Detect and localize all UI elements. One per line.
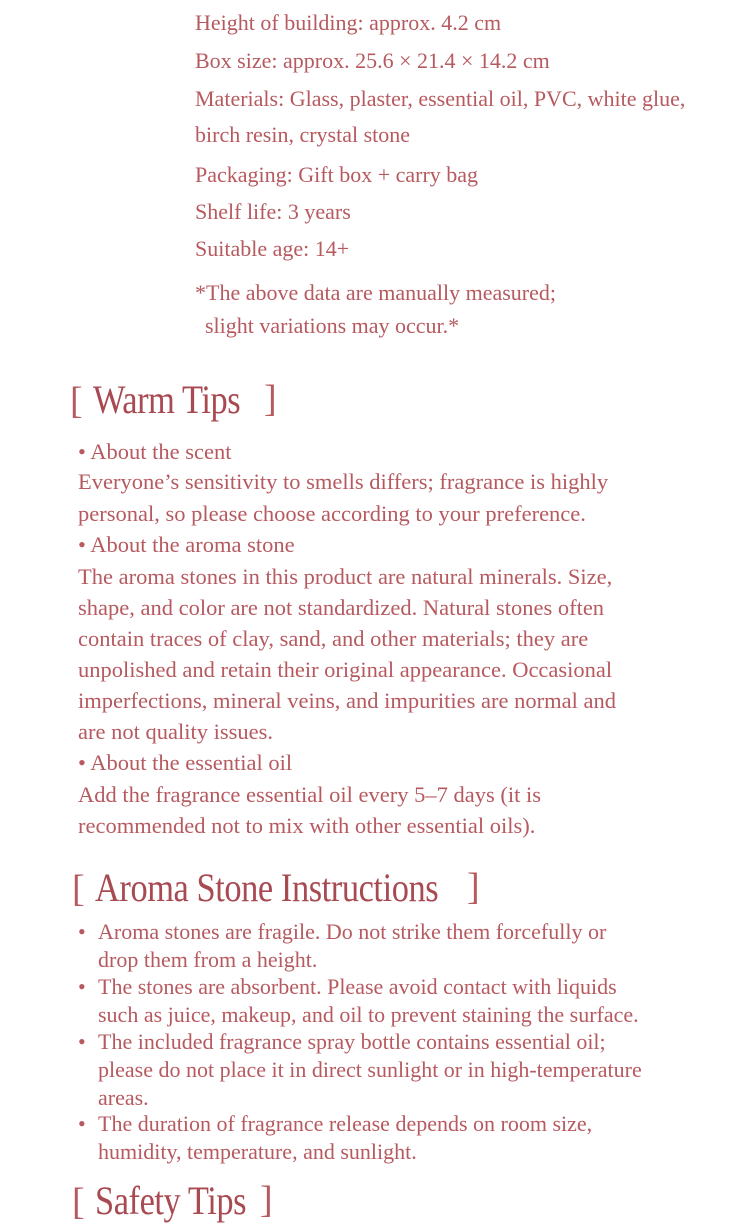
heading-bracket-close: ]	[467, 866, 480, 908]
heading-title: Aroma Stone Instructions	[94, 865, 438, 910]
instruction-line: please do not place it in direct sunlight or in high-temperature	[98, 1057, 642, 1082]
warm-tips-line: contain traces of clay, sand, and other materials; they are	[78, 626, 589, 651]
heading-bracket-open: [	[72, 868, 85, 910]
safety-tips-heading	[72, 1178, 273, 1223]
spec-materials-line1: Materials: Glass, plaster, essential oil, PVC, white glue,	[195, 86, 686, 111]
spec-materials-line2: birch resin, crystal stone	[195, 122, 411, 147]
heading-title: Safety Tips	[94, 1178, 246, 1223]
warm-tips-line: shape, and color are not standardized. Natural stones often	[78, 595, 605, 620]
spec-packaging: Packaging: Gift box + carry bag	[195, 162, 479, 187]
spec-height: Height of building: approx. 4.2 cm	[195, 10, 502, 35]
aroma-instructions-heading	[72, 865, 494, 910]
warm-tips-line: are not quality issues.	[78, 719, 273, 744]
warm-tips-line: unpolished and retain their original appearance. Occasional	[78, 657, 613, 682]
heading-bracket-close: ]	[264, 378, 277, 420]
instruction-line: such as juice, makeup, and oil to prevent staining the surface.	[98, 1002, 639, 1027]
warm-tips-line: The aroma stones in this product are natural minerals. Size,	[78, 564, 613, 589]
spec-suitable-age: Suitable age: 14+	[195, 236, 350, 261]
heading-title: Warm Tips	[92, 377, 240, 422]
bullet: •	[78, 974, 86, 999]
instruction-line: The stones are absorbent. Please avoid contact with liquids	[98, 974, 617, 999]
warm-tips-heading	[70, 377, 277, 422]
instruction-line: humidity, temperature, and sunlight.	[98, 1139, 417, 1164]
instruction-line: areas.	[98, 1085, 149, 1110]
warm-tips-line: Add the fragrance essential oil every 5–7 days (it is	[78, 782, 541, 807]
warm-tips-line: recommended not to mix with other essential oils).	[78, 813, 536, 838]
spec-shelf-life: Shelf life: 3 years	[195, 199, 351, 224]
warm-tips-line: personal, so please choose according to your preference.	[78, 501, 586, 526]
warm-tips-line: Everyone’s sensitivity to smells differs; fragrance is highly	[78, 469, 609, 494]
spec-note-line2: slight variations may occur.*	[205, 313, 460, 338]
heading-bracket-close: ]	[260, 1179, 273, 1221]
spec-note-line1: *The above data are manually measured;	[195, 280, 557, 305]
instruction-line: drop them from a height.	[98, 947, 318, 972]
instruction-line: The included fragrance spray bottle contains essential oil;	[98, 1029, 606, 1054]
heading-bracket-open: [	[72, 1181, 85, 1223]
heading-bracket-open: [	[70, 380, 83, 422]
warm-tips-line: • About the aroma stone	[78, 532, 295, 557]
spec-box-size: Box size: approx. 25.6 × 21.4 × 14.2 cm	[195, 48, 550, 73]
bullet: •	[78, 919, 86, 944]
warm-tips-line: • About the scent	[78, 439, 232, 464]
bullet: •	[78, 1111, 86, 1136]
instruction-line: The duration of fragrance release depends on room size,	[98, 1111, 593, 1136]
bullet: •	[78, 1029, 86, 1054]
warm-tips-line: • About the essential oil	[78, 750, 293, 775]
warm-tips-line: imperfections, mineral veins, and impurities are normal and	[78, 688, 616, 713]
instruction-line: Aroma stones are fragile. Do not strike them forcefully or	[98, 919, 607, 944]
